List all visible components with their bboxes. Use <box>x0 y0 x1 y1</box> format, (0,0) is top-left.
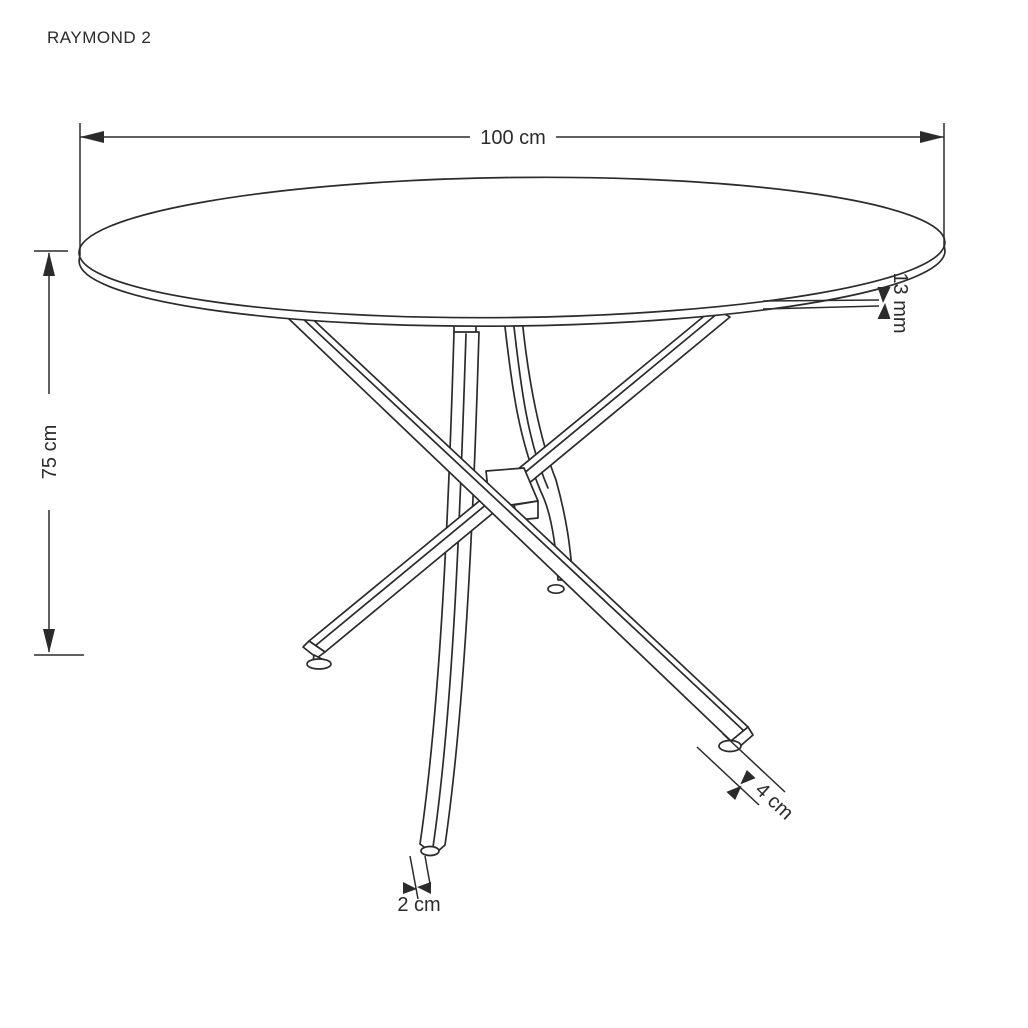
diameter-label: 100 cm <box>480 127 546 149</box>
leg-bottom-width-label: 2 cm <box>397 894 441 916</box>
thickness-leader-upper <box>763 300 879 301</box>
arrow-left-icon <box>80 131 104 143</box>
table-legs <box>288 308 753 856</box>
arrow-right-icon <box>920 131 944 143</box>
leg-left-foot-pad <box>307 659 331 669</box>
leg-width-bowtie-arrow-icon <box>726 770 755 800</box>
leg-bottom-extension-right <box>425 856 430 884</box>
arrow-down-icon <box>43 629 55 653</box>
height-label: 75 cm <box>39 424 61 480</box>
dimension-height <box>34 251 84 655</box>
leg-curved-foot-pad <box>548 585 564 593</box>
leg-bottom-extension-left <box>410 856 418 899</box>
dimension-leg-bottom-width <box>397 856 440 916</box>
top-thickness-label: 13 mm <box>889 272 911 334</box>
leg-width-label: 4 cm <box>750 778 798 825</box>
product-title: RAYMOND 2 <box>47 28 152 47</box>
dimension-leg-width <box>697 734 797 824</box>
thickness-bowtie-arrow-icon <box>878 287 891 319</box>
arrow-up-icon <box>43 252 55 276</box>
leg-center-foot-pad <box>421 847 439 856</box>
leg-right-foot-pad <box>719 741 741 752</box>
leg-center-vertical <box>420 332 479 852</box>
leg-width-extension-upper <box>723 734 785 792</box>
